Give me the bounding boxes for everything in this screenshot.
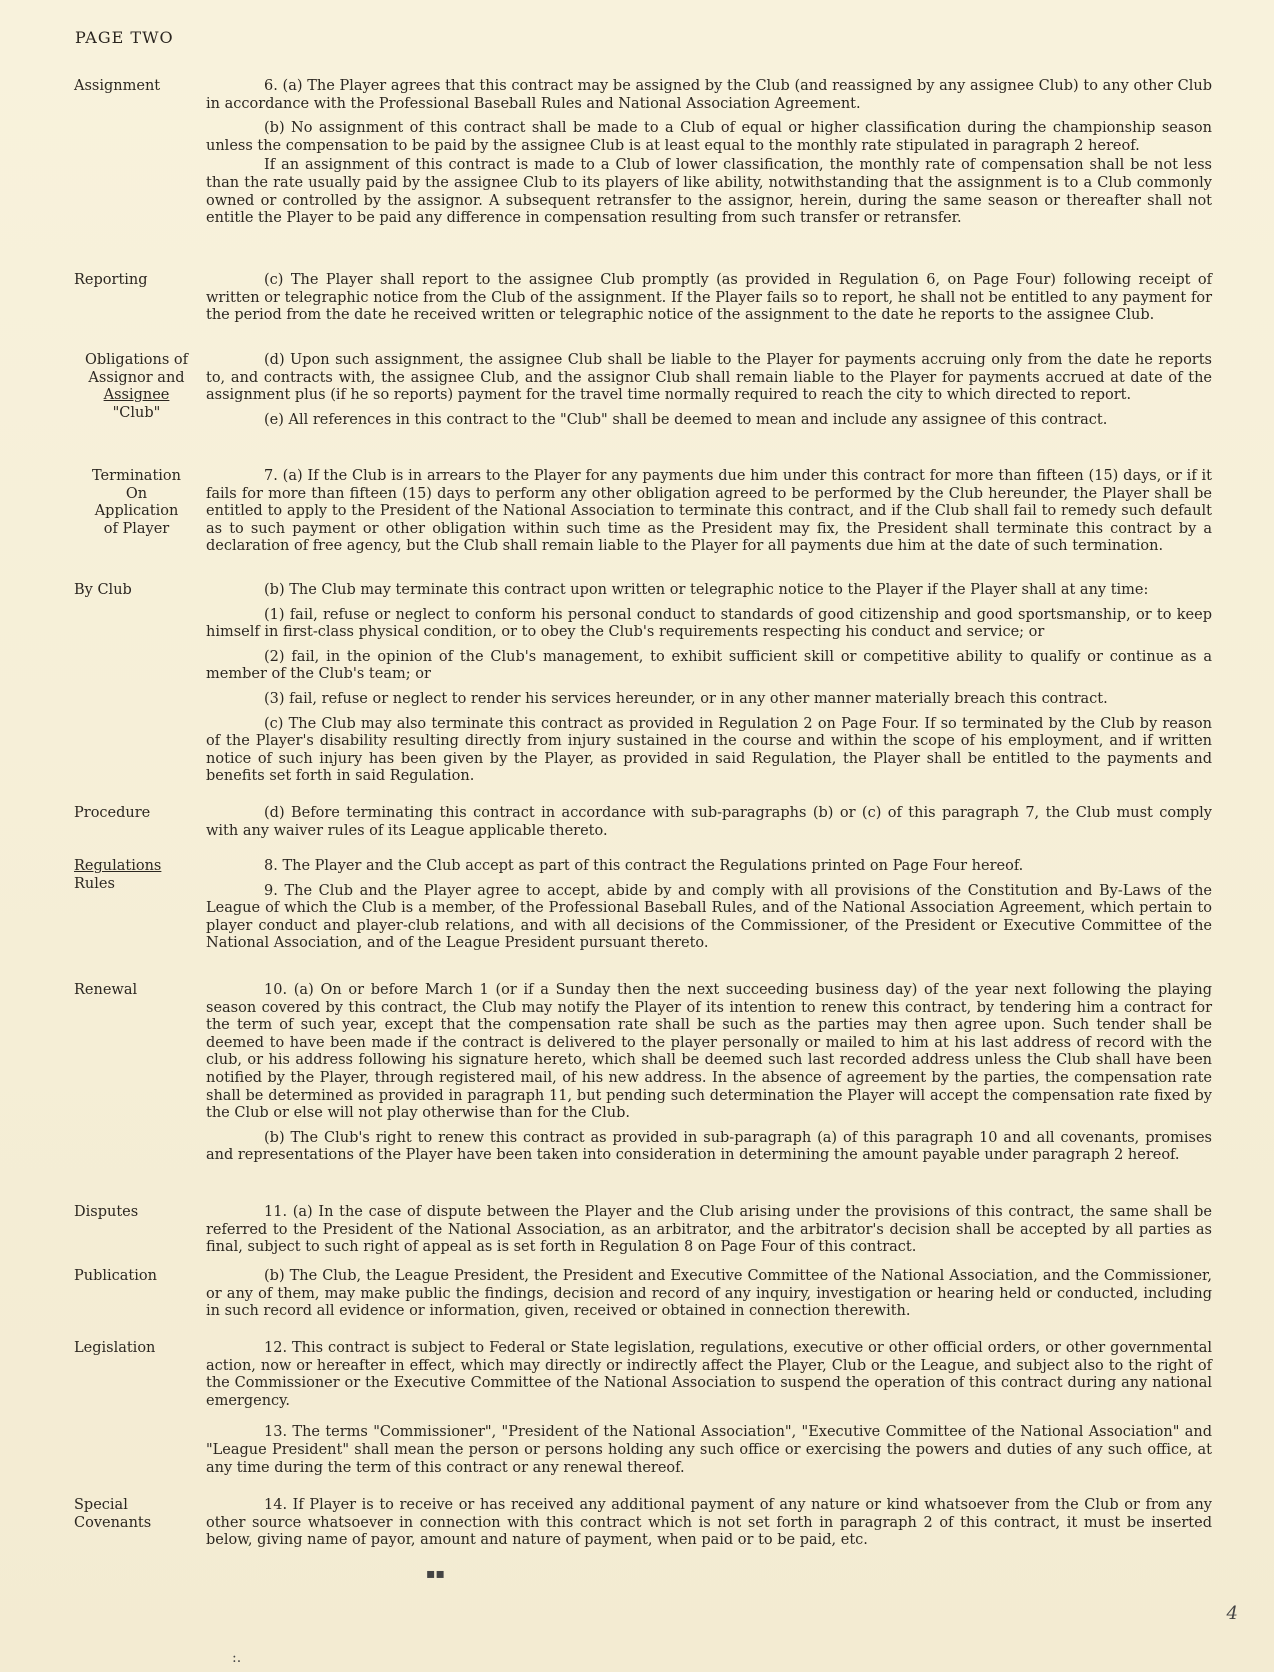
- sidebar-obligations-line-3: Assignee: [103, 387, 170, 403]
- paragraph-11b: (b) The Club, the League President, the President and Executive Committee of the National Association, and the Commissioner, or any of them, may make public the findings, decision and record of any inquiry, investigation or hearing held or conducted, including in such record all evidence or information, given, received or obtained in connection therewith.: [206, 1268, 1212, 1320]
- sidebar-regulations-line-1: Regulations: [74, 858, 162, 874]
- paragraph-7b-3: (3) fail, refuse or neglect to render his services hereunder, or in any other manner materially breach this contract.: [264, 690, 1108, 707]
- sidebar-legislation: Legislation: [74, 1340, 156, 1356]
- body-legislation: [206, 1340, 1212, 1484]
- paragraph-6e: (e) All references in this contract to the "Club" shall be deemed to mean and include any assignee of this contract.: [264, 411, 1108, 428]
- body-assignment: [206, 78, 1212, 235]
- paragraph-7b-2: (2) fail, in the opinion of the Club's management, to exhibit sufficient skill or competitive ability to qualify or continue as a member of the Club's team; or: [206, 648, 1212, 683]
- page-label: PAGE TWO: [75, 28, 174, 47]
- paragraph-6a: 6. (a) The Player agrees that this contract may be assigned by the Club (and reassigned by any assignee Club) to any other Club in accordance with the Professional Baseball Rules and National Association Agreement.: [206, 78, 1212, 112]
- body-disputes: [206, 1204, 1212, 1264]
- paragraph-7a: 7. (a) If the Club is in arrears to the Player for any payments due him under this contract for more than fifteen (15) days, or if it fails for more than fifteen (15) days to perform any other obligation agreed to be performed by the Club hereunder, the Player shall be entitled to apply to the President of the National Association to terminate this contract, and if the Club shall fail to remedy such default as to such payment or other obligation within such time as the President may fix, the President shall terminate this contract by a declaration of free agency, but the Club shall remain liable to the Player for all payments due him at the date of such termination.: [206, 468, 1212, 555]
- sidebar-assignment: Assignment: [74, 78, 161, 94]
- sidebar-regulations: [74, 858, 199, 893]
- sidebar-disputes: Disputes: [74, 1204, 139, 1220]
- sidebar-termination-line-2: On: [125, 485, 148, 502]
- paragraph-11a: 11. (a) In the case of dispute between the Player and the Club arising under the provisions of this contract, the same shall be referred to the President of the National Association, as an arbitrator, and the arbitrator's decision shall be accepted by all parties as final, subject to such right of appeal as is set forth in Regulation 8 on Page Four of this contract.: [206, 1204, 1212, 1256]
- sidebar-obligations-line-4: "Club": [112, 404, 161, 421]
- body-renewal: [206, 982, 1212, 1172]
- paragraph-12: 12. This contract is subject to Federal or State legislation, regulations, executive or other official orders, or other governmental action, now or hereafter in effect, which may directly or indirectly affect the Player, Club or the League, and subject also to the right of the Commissioner or the Executive Committee of the National Association to suspend the operation of this contract during any national emergency.: [206, 1340, 1212, 1409]
- paragraph-7b-1: (1) fail, refuse or neglect to conform his personal conduct to standards of good citizenship and good sportsmanship, or to keep himself in first-class physical condition, or to obey the Club's requirements respecting his conduct and service; or: [206, 606, 1212, 641]
- sidebar-termination-line-3: Application: [94, 503, 179, 519]
- stray-mark: :.: [232, 1650, 242, 1666]
- body-special-covenants: [206, 1497, 1212, 1557]
- paragraph-6b-continued: If an assignment of this contract is made to a Club of lower classification, the monthly rate of compensation shall be not less than the rate usually paid by the assignee Club to its players of like ability, notwithstanding that the assignment is to a Club commonly owned or controlled by the assignor. A subsequent retransfer to the assignor, herein, during the same season or thereafter shall not entitle the Player to be paid any difference in compensation resulting from such transfer or retransfer.: [206, 157, 1212, 227]
- paragraph-6b: (b) No assignment of this contract shall be made to a Club of equal or higher classification during the championship season unless the compensation to be paid by the assignee Club is at least equal to the monthly rate stipulated in paragraph 2 hereof.: [206, 120, 1212, 154]
- body-procedure: [206, 805, 1212, 847]
- paragraph-10b: (b) The Club's right to renew this contract as provided in sub-paragraph (a) of this paragraph 10 and all covenants, promises and representations of the Player have been taken into consideration in determining the amount payable under paragraph 2 hereof.: [206, 1129, 1212, 1164]
- paragraph-7d: (d) Before terminating this contract in accordance with sub-paragraphs (b) or (c) of this paragraph 7, the Club must comply with any waiver rules of its League applicable thereto.: [206, 805, 1212, 839]
- body-termination: [206, 468, 1212, 563]
- paragraph-14: 14. If Player is to receive or has received any additional payment of any nature or kind whatsoever from the Club or from any other source whatsoever in connection with this contract which is not set forth in paragraph 2 of this contract, it must be inserted below, giving name of payor, amount and nature of payment, when paid or to be paid, etc.: [206, 1497, 1212, 1549]
- paragraph-7b: (b) The Club may terminate this contract upon written or telegraphic notice to the Player if the Player shall at any time:: [264, 582, 1149, 598]
- body-publication: [206, 1268, 1212, 1328]
- sidebar-renewal: Renewal: [74, 982, 138, 998]
- sidebar-termination-line-1: Termination: [92, 468, 181, 484]
- sidebar-obligations-line-2: Assignor and: [88, 369, 185, 386]
- sidebar-special-line-1: Special: [74, 1497, 128, 1513]
- handwritten-page-mark: 4: [1226, 1603, 1238, 1624]
- paragraph-8: 8. The Player and the Club accept as part of this contract the Regulations printed on Page Four hereof.: [264, 858, 1024, 874]
- paragraph-6c: (c) The Player shall report to the assignee Club promptly (as provided in Regulation 6, on Page Four) following receipt of written or telegraphic notice from the Club of the assignment. If the Player fails so to report, he shall not be entitled to any payment for the period from the date he received written or telegraphic notice of the assignment to the date he reports to the assignee Club.: [206, 272, 1212, 324]
- sidebar-regulations-line-2: Rules: [74, 875, 115, 892]
- sidebar-procedure: Procedure: [74, 805, 151, 821]
- paragraph-6d: (d) Upon such assignment, the assignee Club shall be liable to the Player for payments accruing only from the date he reports to, and contracts with, the assignee Club, and the assignor Club shall remain liable to the Player for payments accrued at date of the assignment plus (if he so reports) payment for the travel time normally required to reach the city to which directed to report.: [206, 352, 1212, 404]
- stray-mark: ▪▪: [426, 1566, 445, 1582]
- sidebar-publication: Publication: [74, 1268, 157, 1284]
- body-obligations: [206, 352, 1212, 436]
- body-reporting: [206, 272, 1212, 332]
- sidebar-obligations: [74, 352, 199, 422]
- sidebar-reporting: Reporting: [74, 272, 148, 288]
- sidebar-obligations-line-1: Obligations of: [84, 352, 189, 368]
- sidebar-special-line-2: Covenants: [74, 1514, 152, 1531]
- body-by-club: [206, 582, 1212, 793]
- sidebar-termination-line-4: of Player: [103, 520, 170, 537]
- paragraph-7c: (c) The Club may also terminate this contract as provided in Regulation 2 on Page Four. If so terminated by the Club by reason of the Player's disability resulting directly from injury sustained in the course and within the scope of his employment, and if written notice of such injury has been given by the Player, as provided in said Regulation, the Player shall be entitled to the payments and benefits set forth in said Regulation.: [206, 715, 1212, 785]
- paragraph-13: 13. The terms "Commissioner", "President of the National Association", "Executive Committee of the National Association" and "League President" shall mean the person or persons holding any such office or exercising the powers and duties of any such office, at any time during the term of this contract or any renewal thereof.: [206, 1424, 1212, 1476]
- sidebar-by-club: By Club: [74, 582, 132, 598]
- paragraph-9: 9. The Club and the Player agree to accept, abide by and comply with all provisions of the Constitution and By-Laws of the League of which the Club is a member, of the Professional Baseball Rules, and of the National Association Agreement, which pertain to player conduct and player-club relations, and with all decisions of the Commissioner, of the President or Executive Committee of the National Association, and of the League President pursuant thereto.: [206, 882, 1212, 952]
- body-regulations: [206, 858, 1212, 960]
- sidebar-termination: [74, 468, 199, 538]
- paragraph-10a: 10. (a) On or before March 1 (or if a Sunday then the next succeeding business day) of the year next following the playing season covered by this contract, the Club may notify the Player of its intention to renew this contract, by tendering him a contract for the term of such year, except that the compensation rate shall be such as the parties may then agree upon. Such tender shall be deemed to have been made if the contract is delivered to the player personally or mailed to him at his last address of record with the club, or his address following his signature hereto, which shall be deemed such last recorded address unless the Club shall have been notified by the Player, through registered mail, of his new address. In the absence of agreement by the parties, the compensation rate shall be determined as provided in paragraph 11, but pending such determination the Player will accept the compensation rate fixed by the Club or else will not play otherwise than for the Club.: [206, 982, 1212, 1122]
- sidebar-special-covenants: [74, 1497, 199, 1532]
